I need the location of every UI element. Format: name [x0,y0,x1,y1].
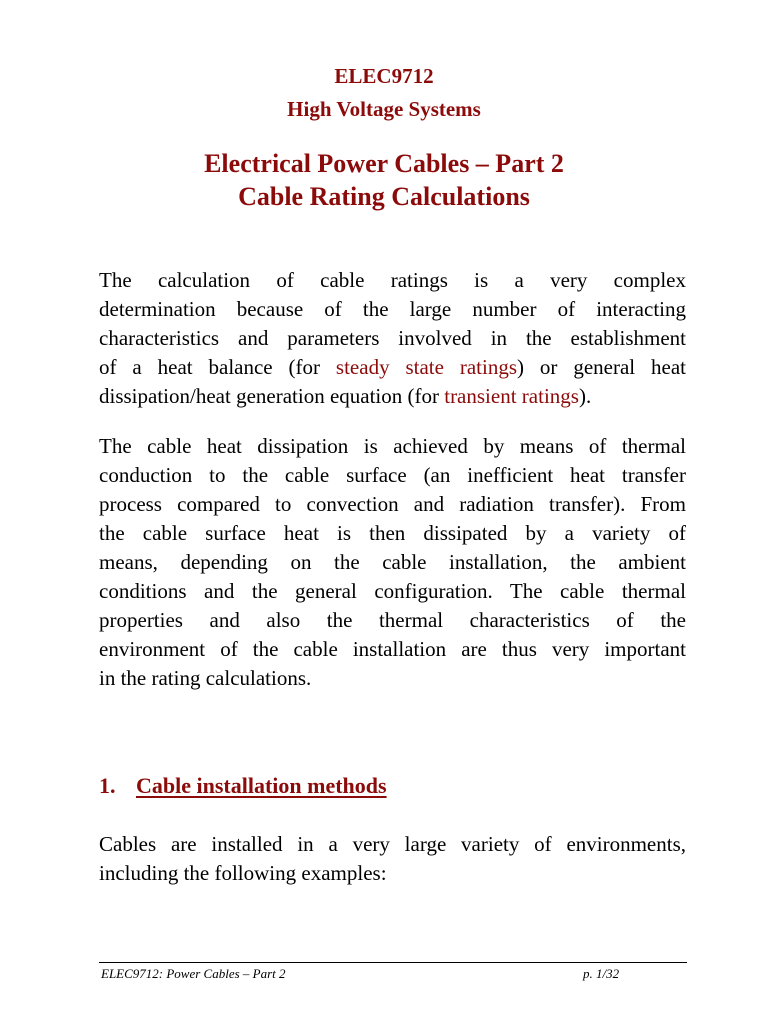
paragraph-line: conduction to the cable surface (an inefficient heat transfer [99,463,686,487]
transient-ratings-term: transient ratings [444,384,579,408]
paragraph-line: The calculation of cable ratings is a very complex [99,268,686,292]
paragraph-line: Cables are installed in a very large variety of environments, [99,832,686,856]
footer-course-label: ELEC9712: Power Cables – Part 2 [101,966,286,981]
text-fragment: dissipation/heat generation equation (for [99,384,445,408]
paragraph-line: determination because of the large number of interacting [99,297,686,321]
paragraph-line: including the following examples: [99,861,387,885]
footer-page-number: p. 1/32 [583,966,620,981]
paragraph-line: conditions and the general configuration. The cable thermal [99,579,686,603]
section-number: 1. [99,773,116,798]
heat-dissipation-paragraph [99,432,686,693]
paragraph-line: environment of the cable installation are thus very important [99,637,686,661]
section-heading [99,772,387,800]
intro-paragraph [99,266,686,411]
section-title: Cable installation methods [136,773,387,798]
document-title-line-2: Cable Rating Calculations [238,182,530,211]
paragraph-line: in the rating calculations. [99,666,312,690]
paragraph-line: characteristics and parameters involved in the establishment [99,326,686,350]
course-code: ELEC9712 [334,64,434,88]
course-name: High Voltage Systems [287,97,481,121]
text-fragment: ). [578,384,592,408]
text-fragment: ) or general heat [517,355,686,379]
paragraph-line [99,353,686,382]
steady-state-ratings-term: steady state ratings [335,355,518,379]
paragraph-line: means, depending on the cable installation, the ambient [99,550,686,574]
paragraph-line: The cable heat dissipation is achieved by means of thermal [99,434,686,458]
footer-divider [99,962,687,963]
paragraph-line: the cable surface heat is then dissipated by a variety of [99,521,686,545]
paragraph-line: process compared to convection and radiation transfer). From [99,492,686,516]
paragraph-line: properties and also the thermal characteristics of the [99,608,686,632]
installation-paragraph [99,830,686,888]
paragraph-line [99,382,686,411]
text-fragment: of a heat balance (for [99,355,336,379]
document-title-line-1: Electrical Power Cables – Part 2 [204,149,564,178]
